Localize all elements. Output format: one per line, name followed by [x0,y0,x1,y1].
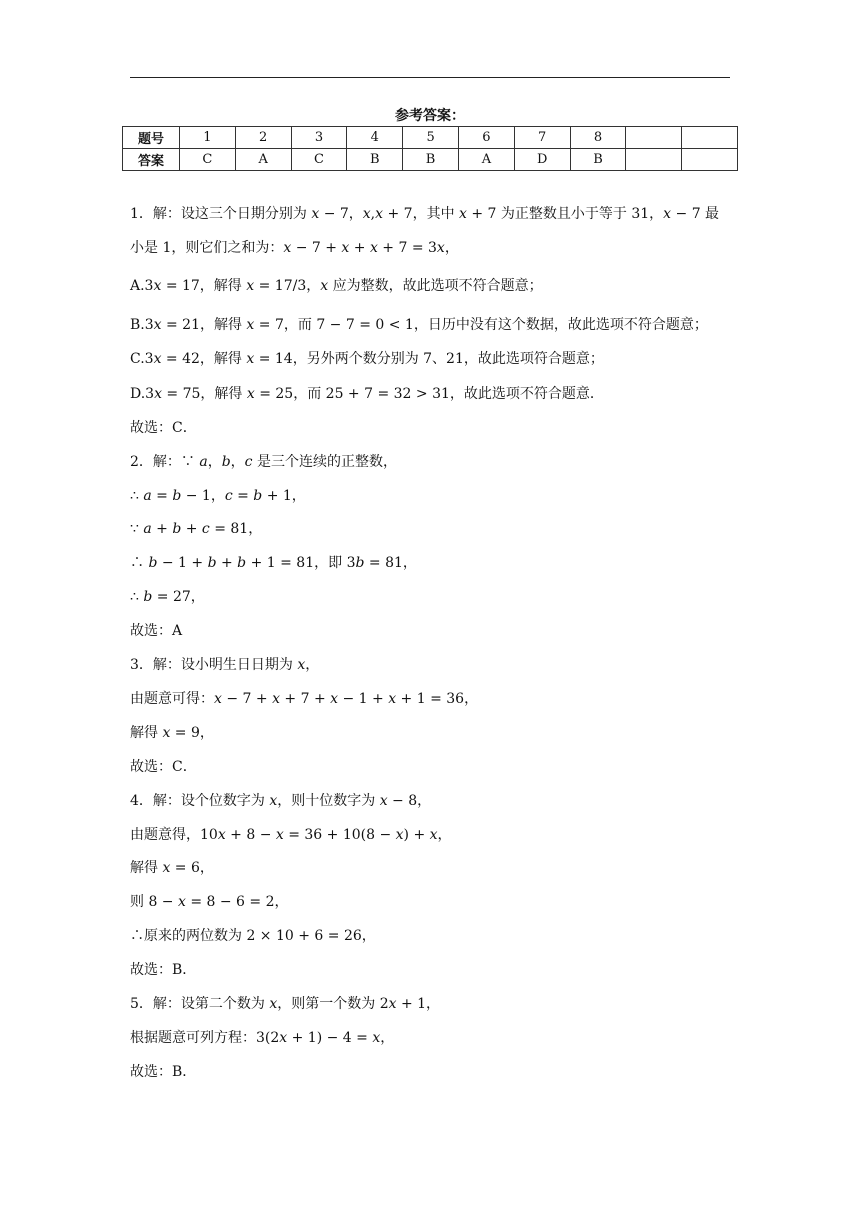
row-label-numbers: 题号 [123,127,180,149]
solution-line: ∴ 𝑏 − 1 + 𝑏 + 𝑏 + 1 = 81，即 3𝑏 = 81， [130,555,417,571]
table-cell: 2 [235,127,291,149]
solution-line: 由题意得，10𝑥 + 8 − 𝑥 = 36 + 10(8 − 𝑥) + 𝑥， [130,827,452,843]
table-cell: B [570,149,626,171]
table-cell: D [514,149,570,171]
solution-line: 则 8 − 𝑥 = 8 − 6 = 2， [130,894,289,910]
table-cell [626,149,682,171]
table-cell: C [180,149,236,171]
table-cell: A [235,149,291,171]
solution-line: 解得 𝑥 = 9， [130,725,214,741]
solution-line: ∴原来的两位数为 2 × 10 + 6 = 26， [130,928,376,944]
solution-line: ∴ 𝑎 = 𝑏 − 1，𝑐 = 𝑏 + 1， [130,488,306,504]
table-cell: 4 [347,127,403,149]
table-cell: 6 [458,127,514,149]
solution-line: 4．解：设个位数字为 𝑥，则十位数字为 𝑥 − 8， [130,793,432,809]
table-cell: 3 [291,127,347,149]
table-cell [682,127,738,149]
solution-line: 故选：B． [130,1064,197,1080]
solution-line: A.3𝑥 = 17，解得 𝑥 = 17/3，𝑥 应为整数，故此选项不符合题意； [130,278,543,294]
answer-table [122,126,738,171]
table-cell: A [458,149,514,171]
table-row-numbers [123,127,738,149]
page-title: 参考答案： [395,108,465,124]
header-rule [130,77,730,78]
table-cell: C [291,149,347,171]
table-cell: 8 [570,127,626,149]
solution-line: 故选：C． [130,420,197,436]
solution-line: 5．解：设第二个数为 𝑥，则第一个数为 2𝑥 + 1， [130,996,441,1012]
solution-line: 故选：C． [130,759,197,775]
solution-line: 根据题意可列方程：3(2𝑥 + 1) − 4 = 𝑥， [130,1030,395,1046]
table-cell: 5 [403,127,459,149]
solution-line: 解得 𝑥 = 6， [130,860,214,876]
solution-line: 小是 1，则它们之和为：𝑥 − 7 + 𝑥 + 𝑥 + 7 = 3𝑥， [130,240,459,256]
solution-line: 故选：A [130,623,183,639]
solution-line: 2．解：∵ 𝑎，𝑏，𝑐 是三个连续的正整数， [130,454,397,470]
table-cell: B [403,149,459,171]
table-cell [626,127,682,149]
solution-line: 3．解：设小明生日日期为 𝑥， [130,657,320,673]
solution-line: D.3𝑥 = 75，解得 𝑥 = 25，而 25 + 7 = 32 > 31，故此选项不符合题意． [130,386,604,402]
solution-line: ∴ 𝑏 = 27， [130,589,205,605]
solution-line: B.3𝑥 = 21，解得 𝑥 = 7，而 7 − 7 = 0 < 1，日历中没有这个数据，故此选项不符合题意； [130,317,708,333]
table-cell: B [347,149,403,171]
solution-line: 1．解：设这三个日期分别为 𝑥 − 7，𝑥,𝑥 + 7，其中 𝑥 + 7 为正整数且小于等于 31，𝑥 − 7 最 [130,206,720,222]
solution-line: C.3𝑥 = 42，解得 𝑥 = 14，另外两个数分别为 7、21，故此选项符合题意； [130,351,604,367]
row-label-answers: 答案 [123,149,180,171]
solution-line: 由题意可得：𝑥 − 7 + 𝑥 + 7 + 𝑥 − 1 + 𝑥 + 1 = 36， [130,691,479,707]
table-row-answers [123,149,738,171]
table-cell [682,149,738,171]
solution-line: 故选：B． [130,962,197,978]
solution-line: ∵ 𝑎 + 𝑏 + 𝑐 = 81， [130,521,263,537]
table-cell: 1 [180,127,236,149]
table-cell: 7 [514,127,570,149]
